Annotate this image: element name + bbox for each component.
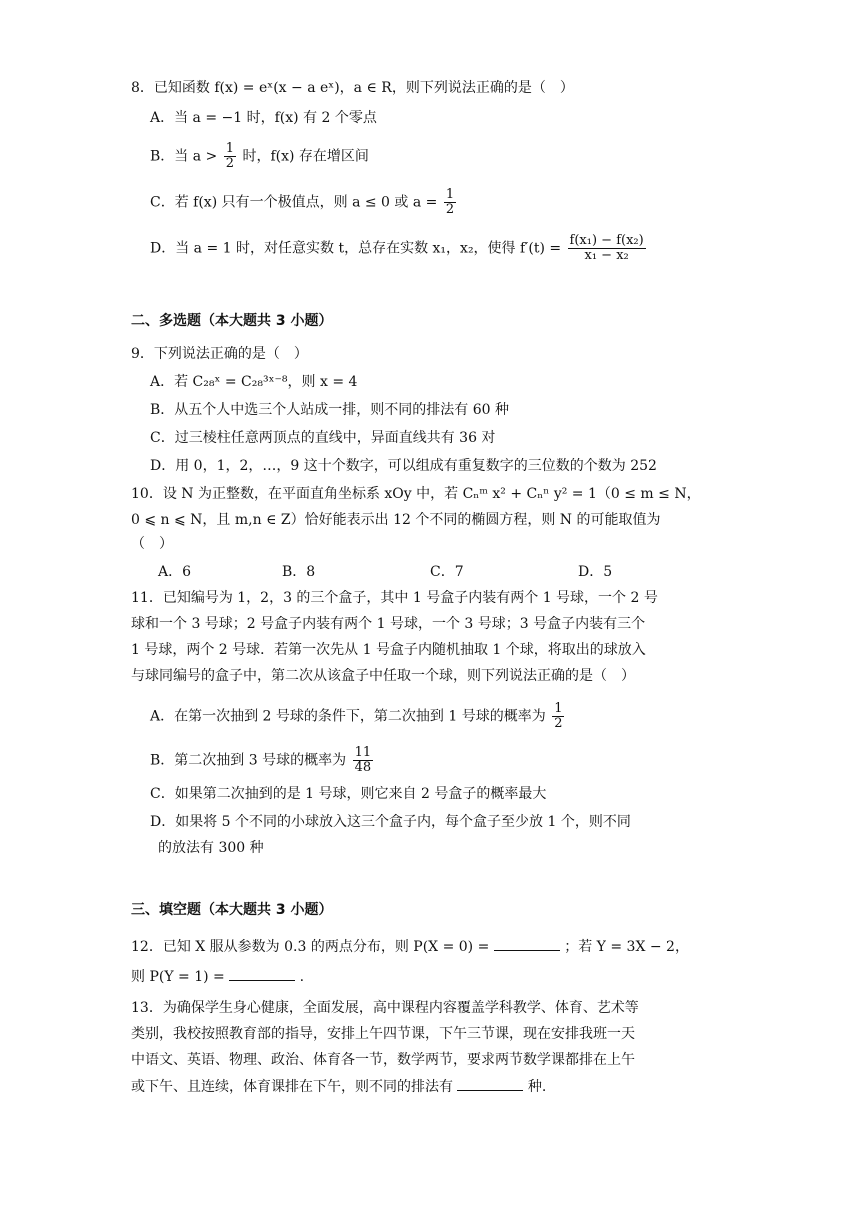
q12-blank-2[interactable]: [229, 966, 295, 981]
q12-blank-1[interactable]: [494, 936, 560, 951]
q8-option-a: A．当 a = −1 时，f(x) 有 2 个零点: [150, 110, 377, 126]
q8-b-denominator: 2: [225, 156, 234, 171]
q8-c-numerator: 1: [445, 187, 455, 202]
q10-line-1: 10．设 N 为正整数，在平面直角坐标系 xOy 中，若 Cₙᵐ x² + Cₙⁿ y² = 1（0 ≤ m ≤ N，: [131, 486, 701, 502]
q12-line-2: [131, 966, 304, 987]
q11-option-b-fraction: [353, 746, 374, 775]
q13-line-1: 13．为确保学生身心健康，全面发展，高中课程内容覆盖学科教学、体育、艺术等: [131, 1000, 639, 1016]
q8-c-denominator: 2: [445, 202, 455, 217]
q8-option-d-text: D．当 a = 1 时，对任意实数 t，总存在实数 x₁，x₂，使得 f′(t) =: [150, 240, 562, 257]
q8-option-b: [150, 142, 369, 171]
q10-option-b: B．8: [282, 564, 316, 580]
q8-option-b-text: B．当 a >: [150, 148, 218, 165]
q8-option-b-fraction: [224, 142, 236, 171]
q13-line-2: 类别，我校按照教育部的指导，安排上午四节课，下午三节课，现在安排我班一天: [131, 1026, 635, 1042]
section-title-fill-in: 三、填空题（本大题共 3 小题）: [131, 902, 333, 918]
q10-option-c: C．7: [430, 564, 464, 580]
q11-line-2: 球和一个 3 号球；2 号盒子内装有两个 1 号球，一个 3 号球；3 号盒子内装有三个: [131, 616, 646, 632]
q12-line-1-tail: ；若 Y = 3X − 2，: [564, 939, 689, 955]
q8-b-numerator: 1: [225, 141, 234, 156]
q13-line-3: 中语文、英语、物理、政治、体育各一节，数学两节，要求两节数学课都排在上午: [131, 1052, 635, 1068]
q8-option-d: [150, 234, 648, 263]
q12-line-1-text: 12．已知 X 服从参数为 0.3 的两点分布，则 P(X = 0) =: [131, 939, 490, 955]
q8-d-numerator: f(x₁) − f(x₂): [569, 233, 644, 248]
q8-stem: 8．已知函数 f(x) = eˣ(x − a eˣ)，a ∈ R，则下列说法正确的是（ ）: [131, 80, 574, 96]
q11-option-a: [150, 702, 566, 731]
q8-d-denominator: x₁ − x₂: [584, 248, 629, 263]
q8-option-c-fraction: [444, 188, 456, 217]
q8-option-c-text: C．若 f(x) 只有一个极值点，则 a ≤ 0 或 a =: [150, 194, 438, 211]
q12-line-1: [131, 936, 689, 957]
q9-option-d: D．用 0，1，2，…，9 这十个数字，可以组成有重复数字的三位数的个数为 252: [150, 458, 657, 474]
q9-stem: 9．下列说法正确的是（ ）: [131, 346, 308, 362]
q11-line-4: 与球同编号的盒子中，第二次从该盒子中任取一个球，则下列说法正确的是（ ）: [131, 668, 635, 684]
q11-b-denominator: 48: [354, 760, 372, 775]
q11-a-numerator: 1: [554, 701, 563, 716]
q11-option-d-line-1: D．如果将 5 个不同的小球放入这三个盒子内，每个盒子至少放 1 个，则不同: [150, 814, 631, 830]
q8-option-c: [150, 188, 458, 217]
q8-option-b-tail: 时，f(x) 存在增区间: [242, 148, 369, 165]
q10-line-2: 0 ⩽ n ⩽ N，且 m,n ∈ Z）恰好能表示出 12 个不同的椭圆方程，则 N 的可能取值为: [131, 512, 661, 528]
q10-option-d: D．5: [578, 564, 613, 580]
q11-option-b: [150, 746, 375, 775]
q9-option-b: B．从五个人中选三个人站成一排，则不同的排法有 60 种: [150, 402, 510, 418]
q9-option-a: A．若 C₂₈ˣ = C₂₈³ˣ⁻⁸，则 x = 4: [150, 374, 358, 390]
q11-option-a-text: A．在第一次抽到 2 号球的条件下，第二次抽到 1 号球的概率为: [150, 708, 546, 725]
q11-line-1: 11．已知编号为 1，2，3 的三个盒子，其中 1 号盒子内装有两个 1 号球，一个 2 号: [131, 590, 658, 606]
q11-option-d-line-2: 的放法有 300 种: [158, 840, 264, 856]
q9-option-c: C．过三棱柱任意两顶点的直线中，异面直线共有 36 对: [150, 430, 496, 446]
q13-blank[interactable]: [457, 1076, 523, 1091]
q8-option-d-fraction: [568, 234, 646, 263]
q11-option-c: C．如果第二次抽到的是 1 号球，则它来自 2 号盒子的概率最大: [150, 786, 547, 802]
q11-a-denominator: 2: [554, 716, 563, 731]
q10-option-a: A．6: [158, 564, 192, 580]
q11-option-a-fraction: [552, 702, 564, 731]
q13-line-4: [131, 1076, 546, 1097]
q11-option-b-text: B．第二次抽到 3 号球的概率为: [150, 752, 347, 769]
q11-b-numerator: 11: [354, 745, 372, 760]
q13-line-4-text: 或下午、且连续，体育课排在下午，则不同的排法有: [131, 1079, 453, 1095]
section-title-multiple-choice: 二、多选题（本大题共 3 小题）: [131, 313, 333, 329]
q12-line-2-text: 则 P(Y = 1) =: [131, 969, 225, 985]
q11-line-3: 1 号球，两个 2 号球．若第一次先从 1 号盒子内随机抽取 1 个球，将取出的球放入: [131, 642, 646, 658]
q12-line-2-tail: .: [299, 969, 305, 985]
q10-line-3: （ ）: [131, 536, 173, 552]
q13-line-4-tail: 种.: [527, 1079, 547, 1095]
